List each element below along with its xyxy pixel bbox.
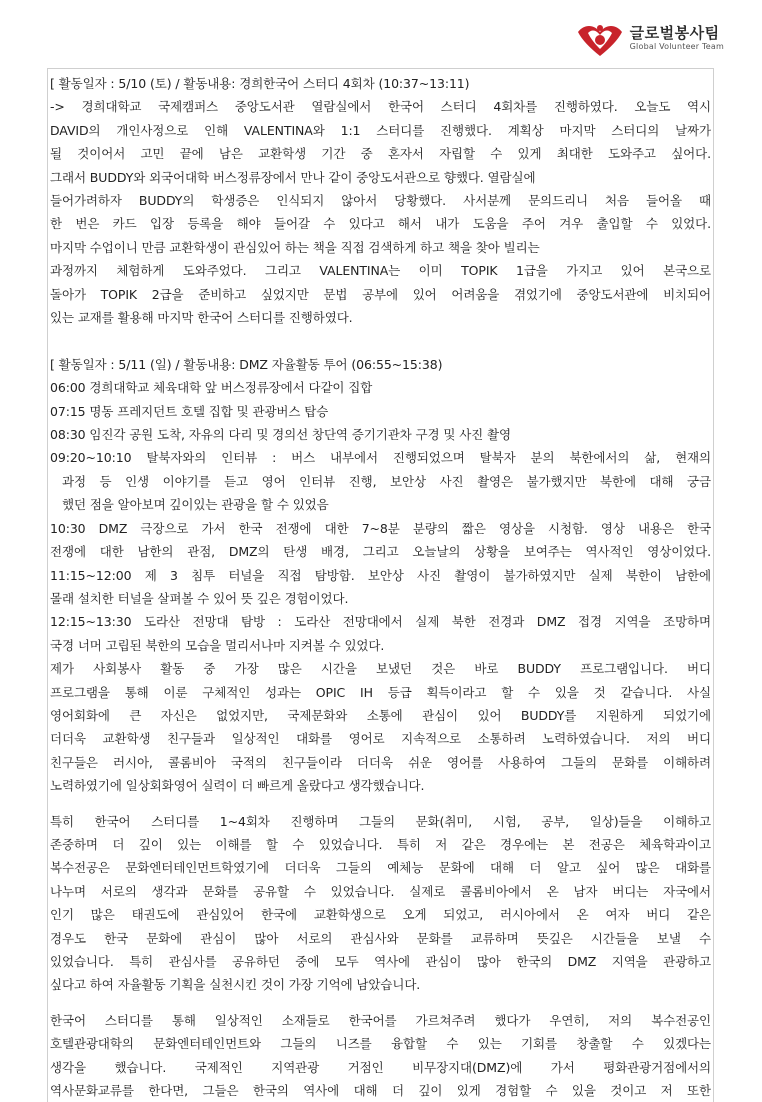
text-line: 프로그램을 통해 이룬 구체적인 성과는 OPIC IH 등급 획득이라고 할 수 있을 것 같습니다. 사실 xyxy=(50,684,711,700)
text-line: 더더욱 교환학생 친구들과 일상적인 대화를 영어로 지속적으로 소통하려 노력하였습니다. 저의 버디 xyxy=(50,731,711,747)
reflection-paragraph-buddy xyxy=(48,657,713,797)
paragraph-gap xyxy=(48,997,713,1009)
text-line: 영어회화에 큰 자신은 없었지만, 국제문화와 소통에 관심이 있어 BUDDY를 지원하게 되었기에 xyxy=(50,707,711,723)
schedule-item-continued: 전쟁에 대한 남한의 관점, DMZ의 탄생 배경, 그리고 오늘날의 상황을 보여주는 역사적인 영상이었다. xyxy=(50,544,711,560)
section-kyunghee-korean-study-4 xyxy=(48,72,713,329)
text-line: DAVID의 개인사정으로 인해 VALENTINA와 1:1 스터디를 진행했다. 계획상 마지막 스터디의 날짜가 xyxy=(50,122,711,138)
section-dmz-tour xyxy=(48,353,713,657)
schedule-item: 11:15~12:00 제 3 침투 터널을 직접 탐방함. 보안상 사진 촬영이 불가하였지만 실제 북한이 남한에 xyxy=(50,567,711,583)
logo-english-name: Global Volunteer Team xyxy=(629,41,724,51)
blank-line xyxy=(48,329,713,352)
reflection-paragraph-dmz-planning xyxy=(48,1009,713,1102)
text-line: 생각을 했습니다. 국제적인 지역관광 거점인 비무장지대(DMZ)에 가서 평화관광거점에서의 xyxy=(50,1059,711,1075)
text-line: 마지막 수업이니 만큼 교환학생이 관심있어 하는 책을 직접 검색하게 하고 책을 찾아 빌리는 xyxy=(50,239,540,255)
schedule-item-continued: 몰래 설치한 터널을 살펴볼 수 있어 뜻 깊은 경험이었다. xyxy=(50,590,349,606)
schedule-item: 10:30 DMZ 극장으로 가서 한국 전쟁에 대한 7~8분 분량의 짧은 영상을 시청함. 영상 내용은 한국 xyxy=(50,520,711,536)
text-line: 싶다고 하여 자율활동 기획을 실천시킨 것이 가장 기억에 남았습니다. xyxy=(50,977,421,993)
schedule-item-continued: 했던 점을 알아보며 깊이있는 관광을 할 수 있었음 xyxy=(62,497,329,513)
reflection-paragraph-korean-study xyxy=(48,810,713,997)
logo-korean-name: 글로벌봉사팀 xyxy=(629,23,720,42)
text-line: 될 것이어서 고민 끝에 남은 교환학생 기간 중 혼자서 자립할 수 있게 최대한 도와주고 싶어다. xyxy=(50,146,711,162)
paragraph-gap xyxy=(48,798,713,810)
schedule-item-continued: 과정 등 인생 이야기를 듣고 영어 인터뷰 진행, 보안상 사진 촬영은 불가했지만 북한에 대해 궁금 xyxy=(62,473,711,489)
text-line: 제가 사회봉사 활동 중 가장 많은 시간을 보냈던 것은 바로 BUDDY 프로그램입니다. 버디 xyxy=(50,661,711,677)
text-line: 있었습니다. 특히 관심사를 공유하던 중에 모두 역사에 관심이 많아 한국의 DMZ 지역을 관광하고 xyxy=(50,954,711,970)
schedule-item: 12:15~13:30 도라산 전망대 탐방 : 도라산 전망대에서 실제 북한 전경과 DMZ 접경 지역을 조망하며 xyxy=(50,614,711,630)
text-line: -> 경희대학교 국제캠퍼스 중앙도서관 열람실에서 한국어 스터디 4회차를 진행하였다. 오늘도 역시 xyxy=(50,99,711,115)
text-line: 들어가려하자 BUDDY의 학생증은 인식되지 않아서 당황했다. 사서분께 문의드리니 처음 들어올 때 xyxy=(50,193,711,209)
text-line: 역사문화교류를 한다면, 그들은 한국의 역사에 대해 더 깊이 있게 경험할 수 있을 것이고 저 또한 xyxy=(50,1083,711,1099)
schedule-item: 07:15 명동 프레지던트 호텔 집합 및 관광버스 탑승 xyxy=(50,403,329,419)
text-line: 있는 교재를 활용해 마지막 한국어 스터디를 진행하였다. xyxy=(50,310,353,326)
schedule-item: 08:30 임진각 공원 도착, 자유의 다리 및 경의선 창단역 증기기관차 구경 및 사진 촬영 xyxy=(50,427,511,443)
text-line: 한국어 스터디를 통해 일상적인 소재들로 한국어를 가르쳐주려 했다가 우연히, 저의 복수전공인 xyxy=(50,1012,711,1028)
text-line: 노력하였기에 일상회화영어 실력이 더 빠르게 올랐다고 생각했습니다. xyxy=(50,778,425,794)
schedule-item: 09:20~10:10 탈북자와의 인터뷰 : 버스 내부에서 진행되었으며 탈북자 분의 북한에서의 삶, 현재의 xyxy=(50,450,711,466)
text-line: 특히 한국어 스터디를 1~4회차 진행하며 그들의 문화(취미, 시험, 공부, 일상)들을 이해하고 xyxy=(50,813,711,829)
schedule-item: 06:00 경희대학교 체육대학 앞 버스정류장에서 다같이 집합 xyxy=(50,380,373,396)
page-header xyxy=(0,0,762,70)
text-line: 과정까지 체험하게 도와주었다. 그리고 VALENTINA는 이미 TOPIK 1급을 가지고 있어 본국으로 xyxy=(50,263,711,279)
text-line: 인기 많은 태권도에 관심있어 한국에 교환학생으로 오게 되었고, 러시아에서 온 여자 버디 같은 xyxy=(50,907,711,923)
text-line: 친구들은 러시아, 콜롬비아 국적의 친구들이라 더더욱 쉬운 영어를 사용하여 그들의 문화를 이해하려 xyxy=(50,754,711,770)
text-line: 복수전공은 문화엔터테인먼트학였기에 더더욱 그들의 예체능 문화에 대해 더 알고 싶어 많은 대화를 xyxy=(50,860,711,876)
document-body xyxy=(47,68,714,1102)
global-volunteer-team-logo xyxy=(574,18,724,58)
text-line: 경우도 한국 문화에 관심이 많아 서로의 관심사와 문화를 교류하며 뜻깊은 시간들을 보낼 수 xyxy=(50,930,711,946)
text-line: 그래서 BUDDY와 외국어대학 버스정류장에서 만나 같이 중앙도서관으로 향했다. 열람실에 xyxy=(50,169,536,185)
text-line: 돌아가 TOPIK 2급을 준비하고 싶었지만 문법 공부에 있어 어려움을 겪었기에 중앙도서관에 비치되어 xyxy=(50,286,711,302)
hands-heart-logo-icon xyxy=(574,18,626,58)
text-line: 한 번은 카드 입장 등록을 해야 들어갈 수 있다고 해서 내가 도움을 주어 겨우 출입할 수 있었다. xyxy=(50,216,711,232)
activity-heading: [ 활동일자 : 5/11 (일) / 활동내용: DMZ 자율활동 투어 (06:55~15:38) xyxy=(50,356,443,372)
text-line: 나누며 서로의 생각과 문화를 공유할 수 있었습니다. 실제로 콜롬비아에서 온 남자 버디는 자국에서 xyxy=(50,883,711,899)
text-line: 존중하며 더 깊이 있는 이해를 할 수 있었습니다. 특히 저 같은 경우에는 본 전공은 체육학과이고 xyxy=(50,836,711,852)
text-line: 호텔관광대학의 문화엔터테인먼트와 그들의 니즈를 융합할 수 있는 기회를 창출할 수 있겠다는 xyxy=(50,1036,711,1052)
activity-heading: [ 활동일자 : 5/10 (토) / 활동내용: 경희한국어 스터디 4회차 (10:37~13:11) xyxy=(50,76,470,91)
schedule-item-continued: 국경 너머 고립된 북한의 모습을 멀리서나마 지켜볼 수 있었다. xyxy=(50,637,385,653)
